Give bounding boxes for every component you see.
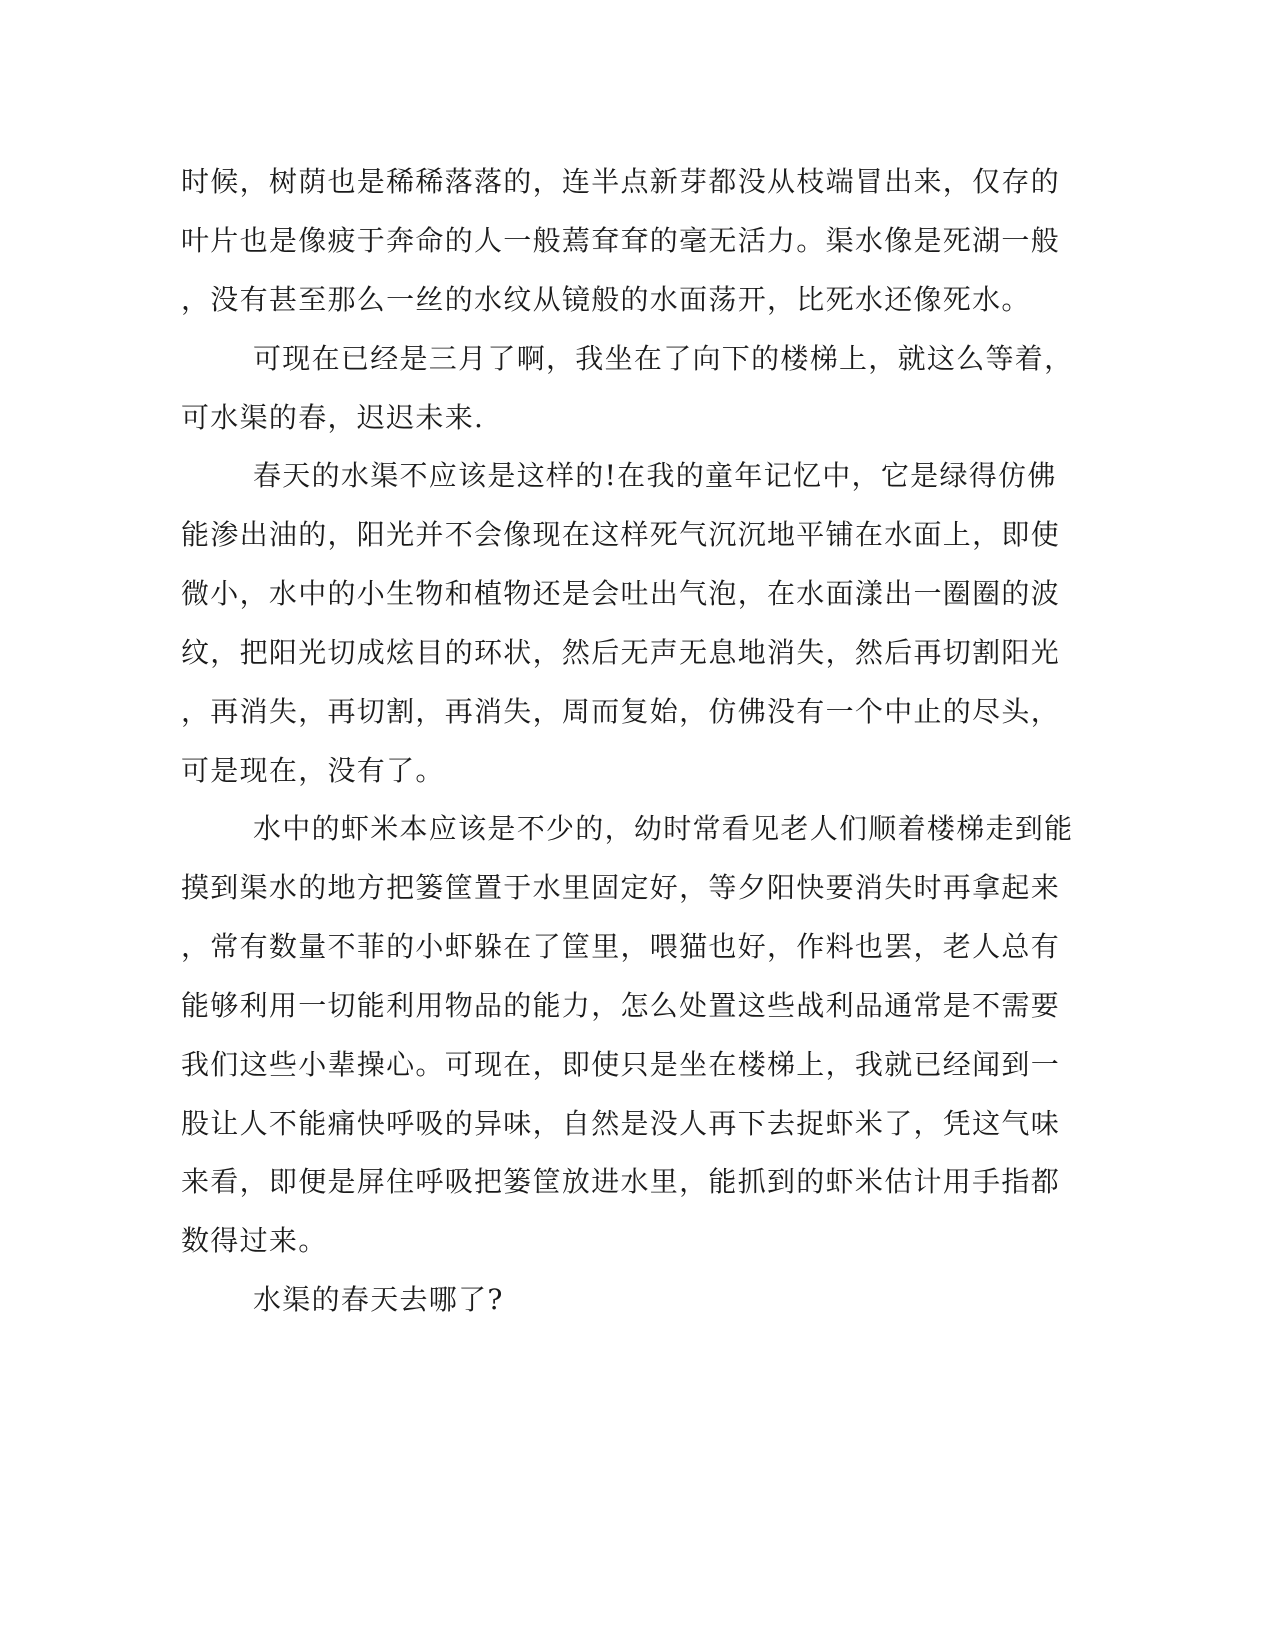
text-line: 纹，把阳光切成炫目的环状，然后无声无息地消失，然后再切割阳光	[181, 636, 1061, 669]
text-line: ，再消失，再切割，再消失，周而复始，仿佛没有一个中止的尽头，	[181, 695, 1061, 728]
text-line: 可水渠的春，迟迟未来.	[181, 401, 485, 434]
text-line: 股让人不能痛快呼吸的异味，自然是没人再下去捉虾米了，凭这气味	[181, 1107, 1061, 1140]
text-line: 来看，即便是屏住呼吸把篓筐放进水里，能抓到的虾米估计用手指都	[181, 1165, 1061, 1198]
text-line: ，常有数量不菲的小虾躲在了筐里，喂猫也好，作料也罢，老人总有	[181, 930, 1061, 963]
text-line: 春天的水渠不应该是这样的!在我的童年记忆中，它是绿得仿佛	[253, 459, 1057, 492]
text-line: 水渠的春天去哪了?	[253, 1283, 504, 1316]
text-line: 能渗出油的，阳光并不会像现在这样死气沉沉地平铺在水面上，即使	[181, 518, 1061, 551]
text-line: 数得过来。	[181, 1224, 328, 1257]
text-line: 微小，水中的小生物和植物还是会吐出气泡，在水面漾出一圈圈的波	[181, 577, 1061, 610]
text-line: 水中的虾米本应该是不少的，幼时常看见老人们顺着楼梯走到能	[253, 812, 1074, 845]
text-line: ，没有甚至那么一丝的水纹从镜般的水面荡开，比死水还像死水。	[181, 283, 1031, 316]
text-line: 可是现在，没有了。	[181, 754, 445, 787]
text-line: 可现在已经是三月了啊，我坐在了向下的楼梯上，就这么等着，	[253, 342, 1074, 375]
text-line: 我们这些小辈操心。可现在，即使只是坐在楼梯上，我就已经闻到一	[181, 1048, 1061, 1081]
text-line: 时候，树荫也是稀稀落落的，连半点新芽都没从枝端冒出来，仅存的	[181, 165, 1061, 198]
text-line: 摸到渠水的地方把篓筐置于水里固定好，等夕阳快要消失时再拿起来	[181, 871, 1061, 904]
text-line: 能够利用一切能利用物品的能力，怎么处置这些战利品通常是不需要	[181, 989, 1061, 1022]
text-line: 叶片也是像疲于奔命的人一般蔫耷耷的毫无活力。渠水像是死湖一般	[181, 224, 1061, 257]
